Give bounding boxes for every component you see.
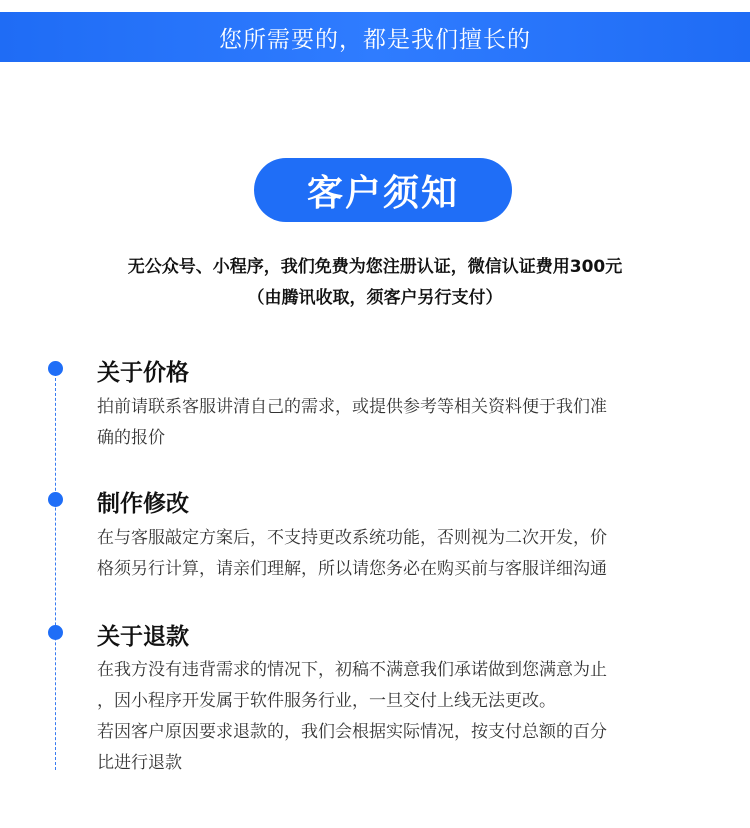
section-price-line-1: 拍前请联系客服讲清自己的需求，或提供参考等相关资料便于我们准 [97,397,607,417]
section-title-price: 关于价格 [97,360,189,386]
section-refund-line-1: 在我方没有违背需求的情况下，初稿不满意我们承诺做到您满意为止 [97,660,607,680]
page-title: 客户须知 [306,172,459,214]
timeline-dot-price [48,361,63,376]
section-revision-line-1: 在与客服敲定方案后，不支持更改系统功能，否则视为二次开发，价 [97,528,607,548]
section-refund-line-3: 若因客户原因要求退款的，我们会根据实际情况，按支付总额的百分 [97,722,607,742]
notice-line-2: （由腾讯收取，须客户另行支付） [247,288,503,308]
top-banner [0,12,750,62]
section-price-line-2: 确的报价 [97,428,165,448]
title-pill [254,158,512,222]
section-title-refund: 关于退款 [97,624,189,650]
notice-line-1: 无公众号、小程序，我们免费为您注册认证，微信认证费用300元 [127,257,623,277]
section-refund-line-2: ，因小程序开发属于软件服务行业，一旦交付上线无法更改。 [97,691,556,711]
timeline-dot-revision [48,492,63,507]
section-title-revision: 制作修改 [97,491,189,517]
section-revision-line-2: 格须另行计算，请亲们理解，所以请您务必在购买前与客服详细沟通 [97,559,607,579]
banner-text: 您所需要的，都是我们擅长的 [219,26,531,53]
section-refund-line-4: 比进行退款 [97,753,182,773]
timeline-dot-refund [48,625,63,640]
timeline-line [55,368,56,770]
